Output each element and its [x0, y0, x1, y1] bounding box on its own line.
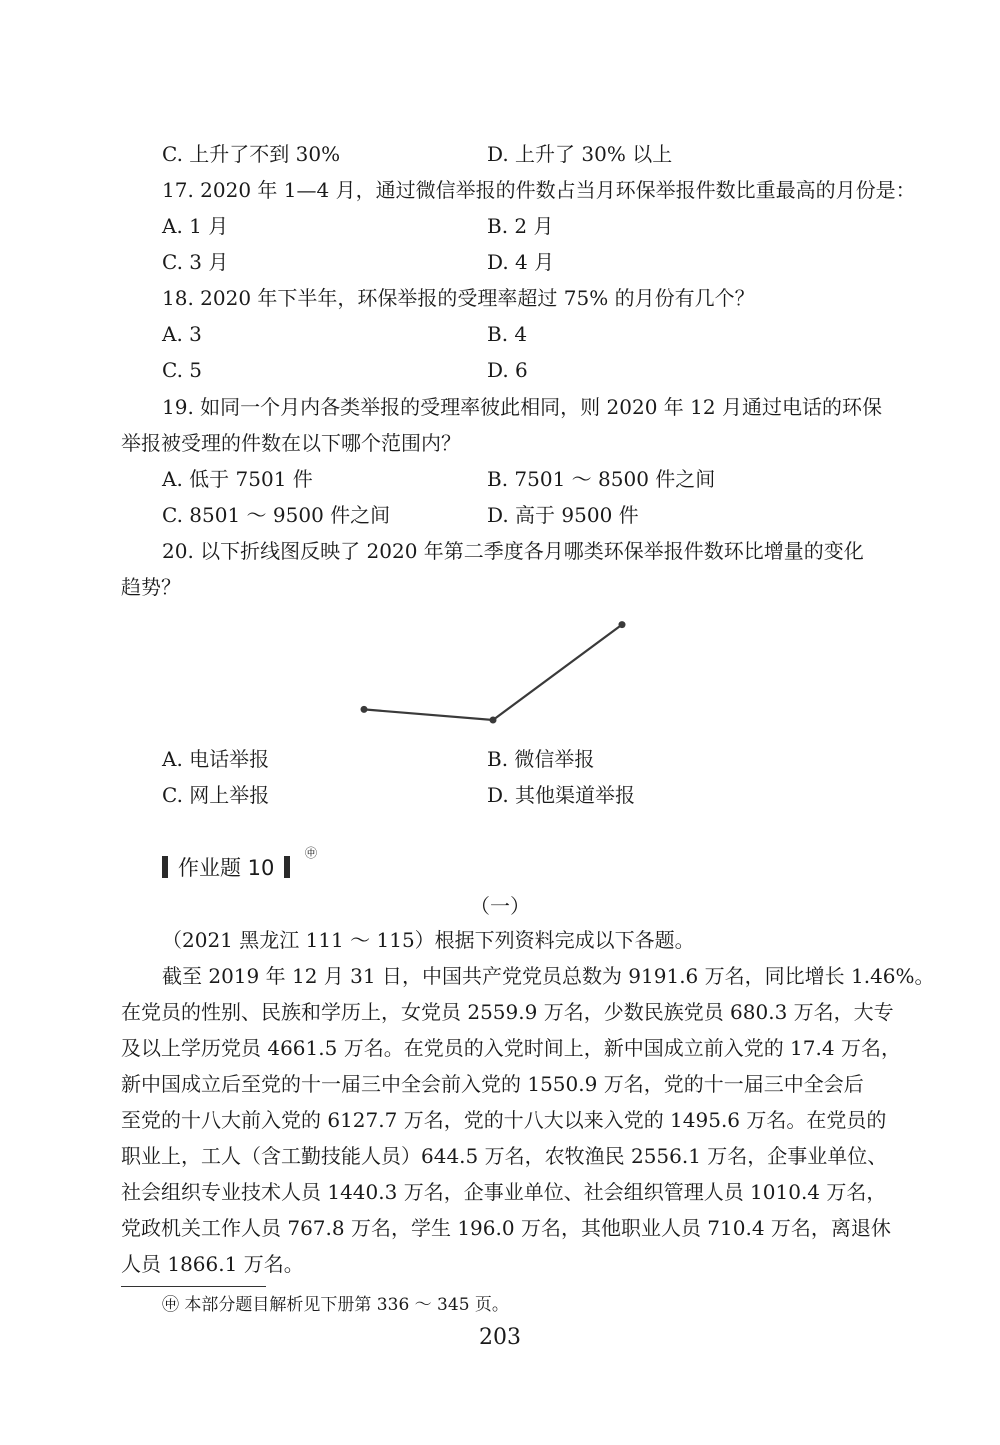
q20-stem-line1: 20. 以下折线图反映了 2020 年第二季度各月哪类环保举报件数环比增量的变化: [162, 539, 864, 563]
q17-option-a: A. 1 月: [162, 214, 229, 238]
trend-point-1: [361, 706, 368, 713]
q20-option-c: C. 网上举报: [162, 783, 270, 807]
source-line: （2021 黑龙江 111 ～ 115）根据下列资料完成以下各题。: [162, 928, 695, 952]
q19-stem-line2: 举报被受理的件数在以下哪个范围内？: [121, 431, 461, 455]
q16-option-d: D. 上升了 30% 以上: [487, 142, 673, 166]
q17-option-b: B. 2 月: [487, 214, 554, 238]
passage-line: 人员 1866.1 万名。: [121, 1252, 304, 1276]
q17-option-c: C. 3 月: [162, 250, 229, 274]
heading-bar-left: [162, 856, 168, 878]
subsection-title: （一）: [470, 894, 530, 918]
q18-stem: 18. 2020 年下半年，环保举报的受理率超过 75% 的月份有几个？: [162, 286, 755, 310]
passage-line: 截至 2019 年 12 月 31 日，中国共产党党员总数为 9191.6 万名，同比增长 1.46%。: [162, 964, 935, 988]
section-heading: [162, 852, 290, 882]
q20-option-a: A. 电话举报: [162, 747, 270, 771]
q19-stem-line1: 19. 如同一个月内各类举报的受理率彼此相同，则 2020 年 12 月通过电话的环保: [162, 395, 882, 419]
q18-option-b: B. 4: [487, 322, 528, 346]
trend-point-3: [619, 621, 626, 628]
section-heading-text: 作业题 10: [178, 856, 275, 880]
q19-option-b: B. 7501 ～ 8500 件之间: [487, 467, 716, 491]
passage-line: 职业上，工人（含工勤技能人员）644.5 万名，农牧渔民 2556.1 万名，企事业单位、: [121, 1144, 888, 1168]
passage-line: 及以上学历党员 4661.5 万名。在党员的入党时间上，新中国成立前入党的 17.4 万名，: [121, 1036, 901, 1060]
passage-line: 至党的十八大前入党的 6127.7 万名，党的十八大以来入党的 1495.6 万名。在党员的: [121, 1108, 887, 1132]
q20-stem-line2: 趋势？: [121, 575, 181, 599]
q18-option-c: C. 5: [162, 358, 203, 382]
trend-series-line: [364, 625, 622, 720]
passage-line: 在党员的性别、民族和学历上，女党员 2559.9 万名，少数民族党员 680.3 万名，大专: [121, 1000, 894, 1024]
q17-option-d: D. 4 月: [487, 250, 555, 274]
footnote-marker-icon: ㊥: [305, 846, 318, 860]
q20-option-d: D. 其他渠道举报: [487, 783, 636, 807]
footnote-text: ㊥ 本部分题目解析见下册第 336 ～ 345 页。: [162, 1295, 509, 1315]
heading-bar-right: [284, 856, 290, 878]
passage-line: 新中国成立后至党的十一届三中全会前入党的 1550.9 万名，党的十一届三中全会后: [121, 1072, 864, 1096]
q19-option-c: C. 8501 ～ 9500 件之间: [162, 503, 391, 527]
passage-line: 党政机关工作人员 767.8 万名，学生 196.0 万名，其他职业人员 710.4 万名，离退休: [121, 1216, 891, 1240]
q17-stem: 17. 2020 年 1—4 月，通过微信举报的件数占当月环保举报件数比重最高的月份是：: [162, 178, 916, 202]
page-number: 203: [479, 1325, 521, 1350]
q19-option-d: D. 高于 9500 件: [487, 503, 639, 527]
footnote-rule: [121, 1286, 266, 1287]
q20-option-b: B. 微信举报: [487, 747, 595, 771]
q18-option-a: A. 3: [162, 322, 202, 346]
q16-option-c: C. 上升了不到 30%: [162, 142, 341, 166]
q18-option-d: D. 6: [487, 358, 528, 382]
passage-line: 社会组织专业技术人员 1440.3 万名，企事业单位、社会组织管理人员 1010.4 万名，: [121, 1180, 887, 1204]
trend-point-2: [490, 717, 497, 724]
q19-option-a: A. 低于 7501 件: [162, 467, 313, 491]
